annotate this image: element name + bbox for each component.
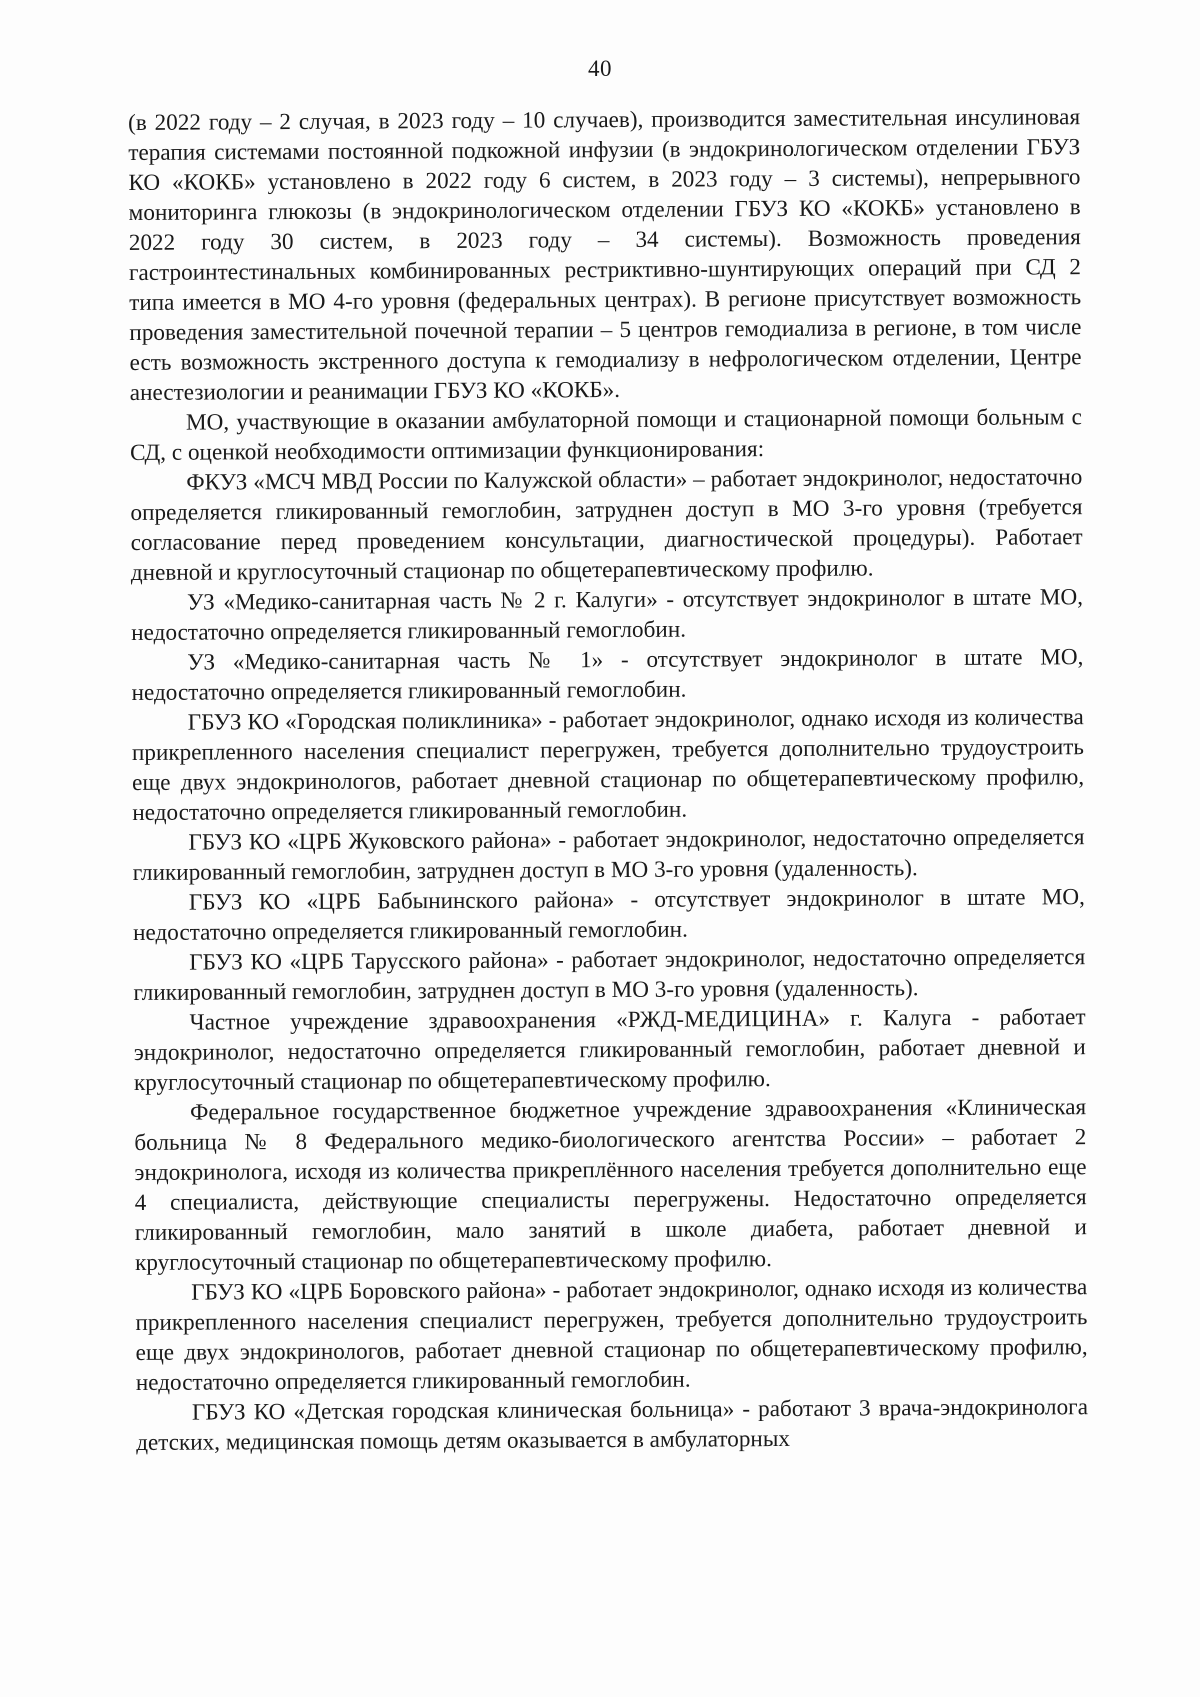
- paragraph: Федеральное государственное бюджетное учреждение здравоохранения «Клиническая больница № 8 Федерального медико-биологического агентства России» – работает 2 эндокринолога, исходя из количества прикреплённого населения требуется дополнительно еще 4 специалиста, действующие специалисты перегружены. Недостаточно определяется гликированный гемоглобин, мало занятий в школе диабета, работает дневной и круглосуточный стационар по общетерапевтическому профилю.: [134, 1094, 1087, 1276]
- paragraph: УЗ «Медико-санитарная часть № 2 г. Калуги» - отсутствует эндокринолог в штате МО, недостаточно определяется гликированный гемоглобин.: [131, 584, 1084, 646]
- paragraph: ГБУЗ КО «ЦРБ Бабынинского района» - отсутствует эндокринолог в штате МО, недостаточно определяется гликированный гемоглобин.: [132, 884, 1085, 946]
- paragraph: ГБУЗ КО «Детская городская клиническая больница» - работают 3 врача-эндокринолога детских, медицинская помощь детям оказывается в амбулаторных: [136, 1394, 1089, 1456]
- paragraph: ГБУЗ КО «ЦРБ Боровского района» - работает эндокринолог, однако исходя из количества прикрепленного населения специалист перегружен, требуется дополнительно трудоустроить еще двух эндокринологов, работает дневной стационар по общетерапевтическому профилю, недостаточно определяется гликированный гемоглобин.: [135, 1274, 1088, 1396]
- paragraph: ГБУЗ КО «Городская поликлиника» - работает эндокринолог, однако исходя из количества прикрепленного населения специалист перегружен, требуется дополнительно трудоустроить еще двух эндокринологов, работает дневной стационар по общетерапевтическому профилю, недостаточно определяется гликированный гемоглобин.: [131, 704, 1085, 826]
- document-body: [128, 102, 1088, 1458]
- page-number: 40: [588, 56, 612, 81]
- paragraph: (в 2022 году – 2 случая, в 2023 году – 10 случаев), производится заместительная инсулиновая терапия системами постоянной подкожной инфузии (в эндокринологическом отделении ГБУЗ КО «КОКБ» установлено в 2022 году 6 систем, в 2023 году – 3 системы), непрерывного мониторинга глюкозы (в эндокринологическом отделении ГБУЗ КО «КОКБ» установлено в 2022 году 30 систем, в 2023 году – 34 системы). Возможность проведения гастроинтестинальных комбинированных рестриктивно-шунтирующих операций при СД 2 типа имеется в МО 4-го уровня (федеральных центрах). В регионе присутствует возможность проведения заместительной почечной терапии – 5 центров гемодиализа в регионе, в том числе есть возможность экстренного доступа к гемодиализу в нефрологическом отделении, Центре анестезиологии и реанимации ГБУЗ КО «КОКБ».: [128, 104, 1082, 406]
- paragraph: Частное учреждение здравоохранения «РЖД-МЕДИЦИНА» г. Калуга - работает эндокринолог, недостаточно определяется гликированный гемоглобин, работает дневной и круглосуточный стационар по общетерапевтическому профилю.: [133, 1004, 1086, 1096]
- paragraph: ФКУЗ «МСЧ МВД России по Калужской области» – работает эндокринолог, недостаточно определяется гликированный гемоглобин, затруднен доступ в МО 3-го уровня (требуется согласование перед проведением консультации, диагностической процедуры). Работает дневной и круглосуточный стационар по общетерапевтическому профилю.: [130, 464, 1083, 586]
- paragraph: УЗ «Медико-санитарная часть № 1» - отсутствует эндокринолог в штате МО, недостаточно определяется гликированный гемоглобин.: [131, 644, 1084, 706]
- paragraph: ГБУЗ КО «ЦРБ Жуковского района» - работает эндокринолог, недостаточно определяется гликированный гемоглобин, затруднен доступ в МО 3-го уровня (удаленность).: [132, 824, 1085, 886]
- paragraph: ГБУЗ КО «ЦРБ Тарусского района» - работает эндокринолог, недостаточно определяется гликированный гемоглобин, затруднен доступ в МО 3-го уровня (удаленность).: [133, 944, 1086, 1006]
- paragraph: МО, участвующие в оказании амбулаторной помощи и стационарной помощи больным с СД, с оценкой необходимости оптимизации функционирования:: [130, 404, 1082, 466]
